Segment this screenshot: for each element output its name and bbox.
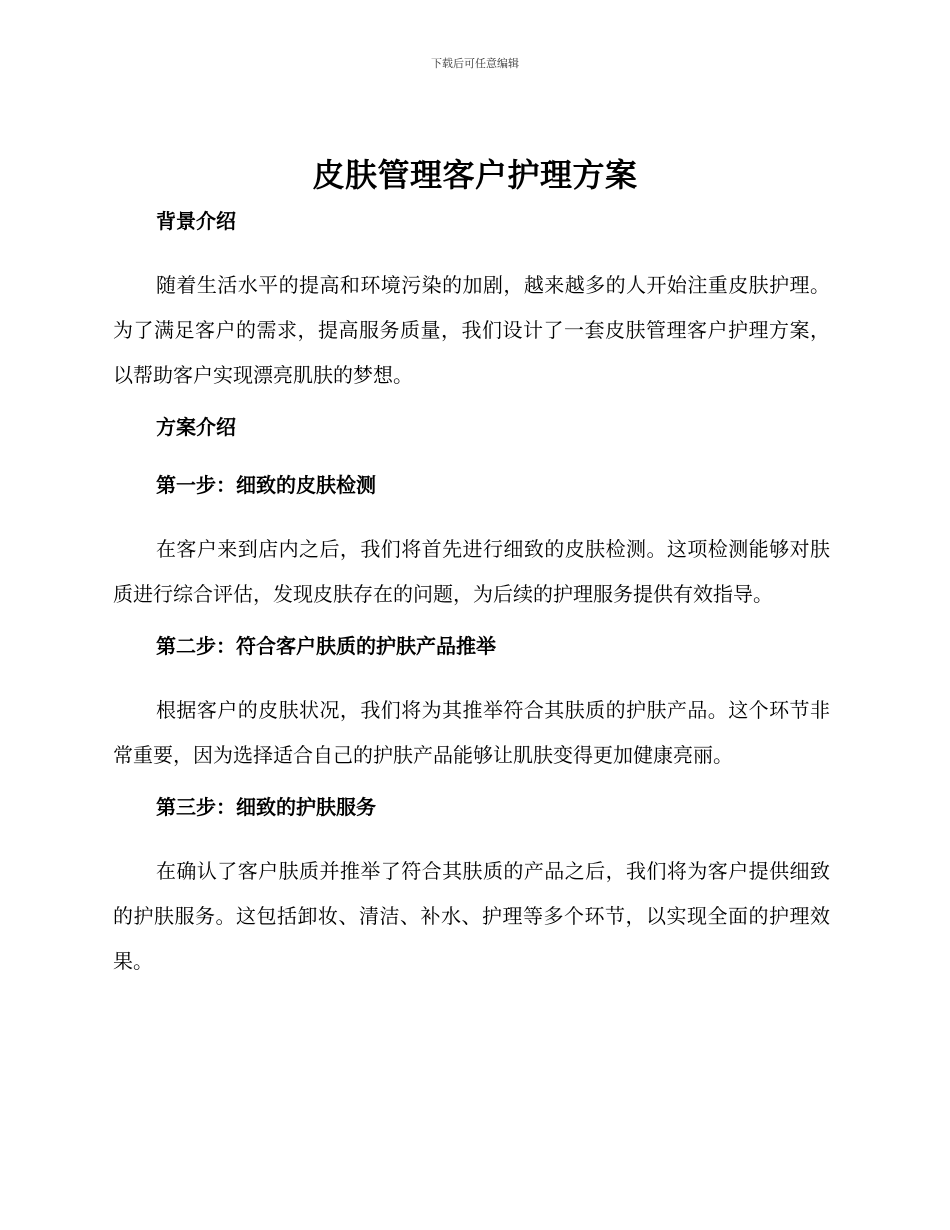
section-paragraph-step-1: 在客户来到店内之后，我们将首先进行细致的皮肤检测。这项检测能够对肤质进行综合评估，发现皮肤存在的问题，为后续的护理服务提供有效指导。 [113, 537, 830, 606]
section-paragraph-background: 随着生活水平的提高和环境污染的加剧，越来越多的人开始注重皮肤护理。为了满足客户的需求，提高服务质量，我们设计了一套皮肤管理客户护理方案，以帮助客户实现漂亮肌肤的梦想。 [113, 273, 830, 387]
section-heading-plan: 方案介绍 [156, 415, 236, 439]
section-paragraph-step-2: 根据客户的皮肤状况，我们将为其推举符合其肤质的护肤产品。这个环节非常重要，因为选择适合自己的护肤产品能够让肌肤变得更加健康亮丽。 [113, 698, 830, 767]
section-heading-background: 背景介绍 [156, 209, 236, 233]
section-heading-step-3: 第三步：细致的护肤服务 [156, 795, 376, 819]
section-paragraph-step-3: 在确认了客户肤质并推举了符合其肤质的产品之后，我们将为客户提供细致的护肤服务。这包括卸妆、清洁、补水、护理等多个环节，以实现全面的护理效果。 [113, 859, 830, 973]
document-body [113, 205, 830, 997]
section-heading-step-1: 第一步：细致的皮肤检测 [156, 473, 376, 497]
header-note: 下载后可任意编辑 [431, 57, 519, 70]
document-title: 皮肤管理客户护理方案 [312, 156, 638, 194]
section-heading-step-2: 第二步：符合客户肤质的护肤产品推举 [156, 634, 496, 658]
